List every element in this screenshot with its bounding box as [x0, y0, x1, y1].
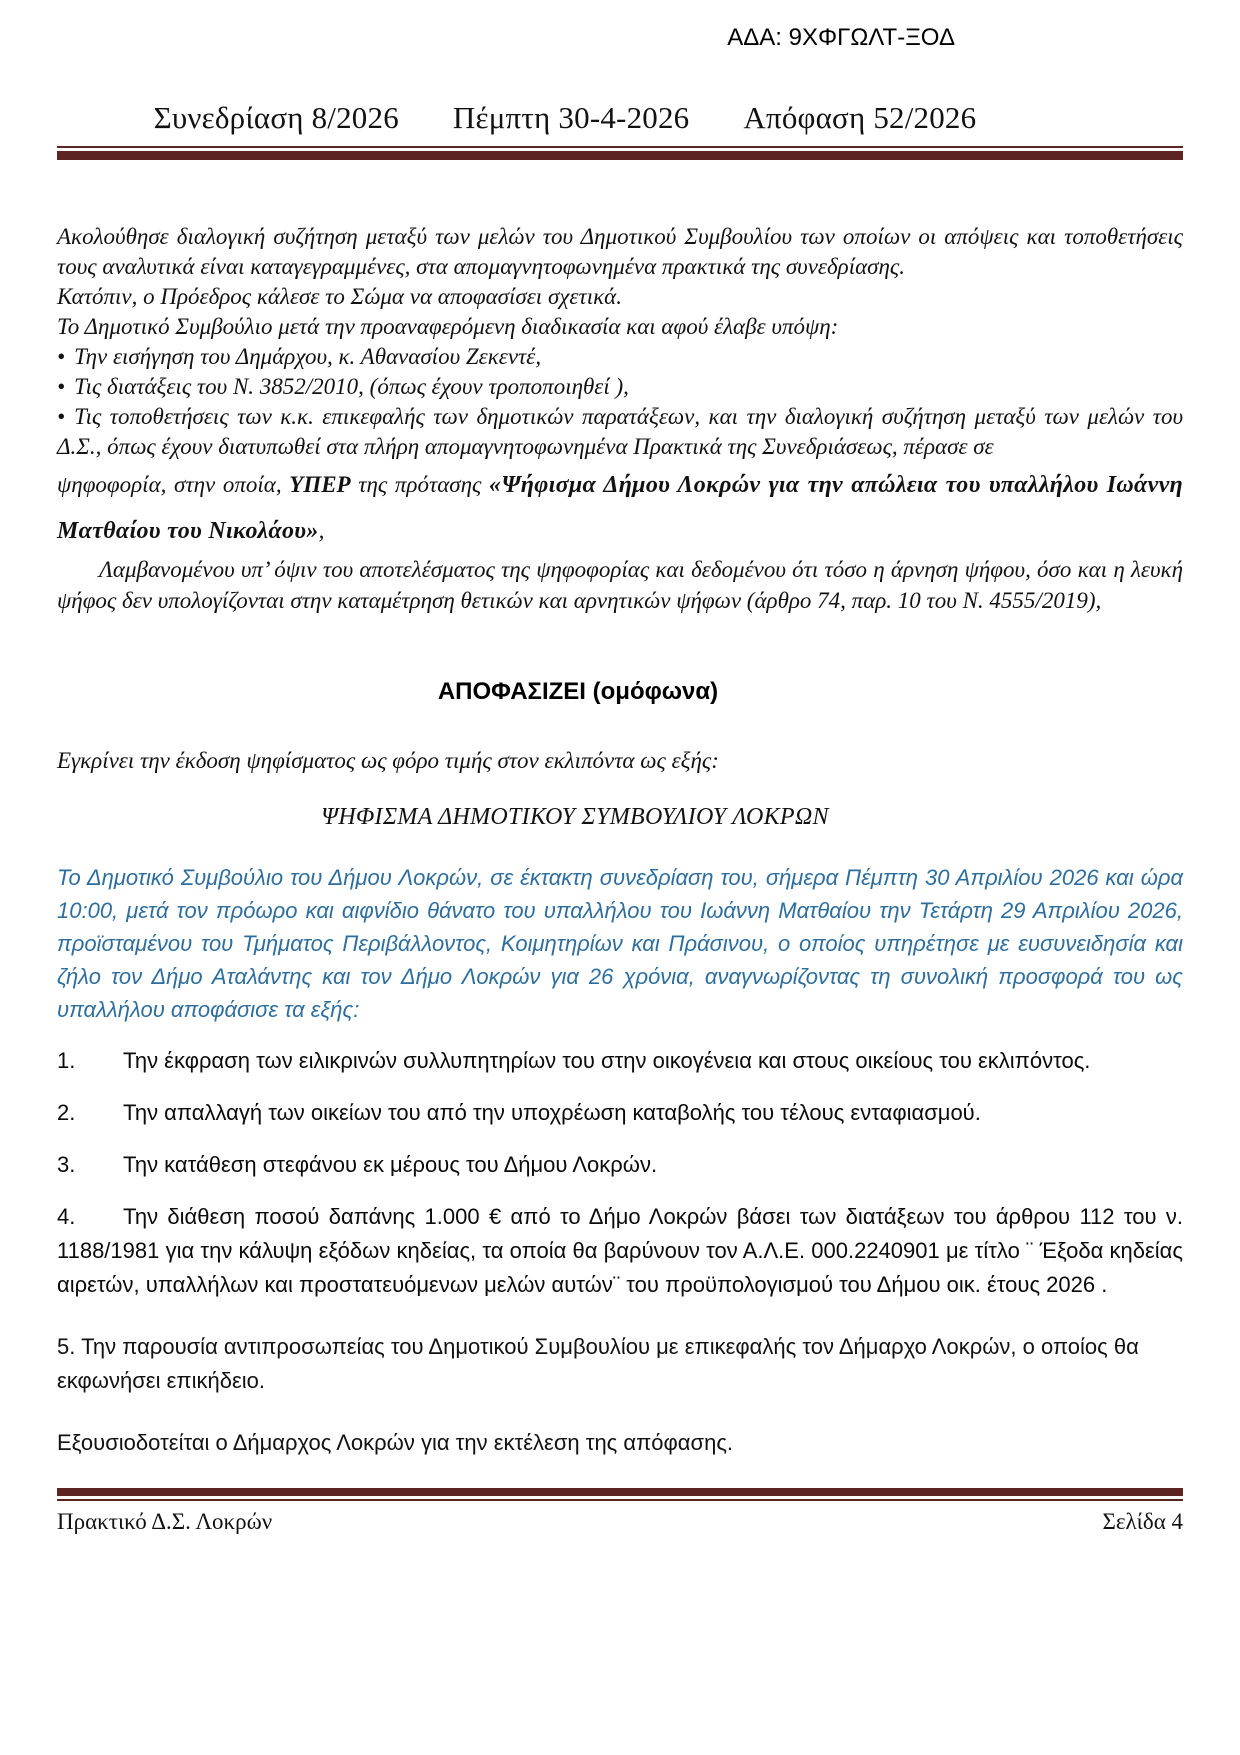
intro-section — [57, 222, 1183, 616]
document-body — [57, 222, 1183, 1460]
item-text: Την έκφραση των ειλικρινών συλλυπητηρίων του στην οικογένεια και στους οικείους του εκλιπόντος. — [123, 1048, 1091, 1073]
intro-paragraph-2: Κατόπιν, ο Πρόεδρος κάλεσε το Σώμα να αποφασίσει σχετικά. — [57, 284, 622, 309]
authorization-paragraph: Εξουσιοδοτείται ο Δήμαρχος Λοκρών για την εκτέλεση της απόφασης. — [57, 1430, 734, 1455]
resolution-item-3 — [57, 1148, 1183, 1182]
vote-lead: ψηφοφορία, στην οποία, — [57, 472, 290, 497]
resolution-item-4 — [57, 1200, 1183, 1302]
bullet-text: Την εισήγηση του Δημάρχου, κ. Αθανασίου Ζεκεντέ, — [74, 344, 542, 369]
footer-rule — [57, 1488, 1183, 1501]
resolution-item-2 — [57, 1096, 1183, 1130]
decision-label: Απόφαση 52/2026 — [743, 100, 977, 135]
item-number: 1. — [57, 1048, 76, 1073]
page-footer — [57, 1488, 1183, 1535]
vote-result-paragraph — [57, 462, 1183, 554]
bullet-text: Τις τοποθετήσεις των κ.κ. επικεφαλής των δημοτικών παρατάξεων, και την διαλογική συζήτηση μεταξύ των μελών του Δ.Σ., όπως έχουν διατυπωθεί στα πλήρη απομαγνητοφωνημένα Πρακτικά της Συνεδριάσεως, πέρασε σε — [57, 404, 1183, 459]
bullet-marker: • — [57, 344, 66, 369]
bullet-text: Τις διατάξεις του Ν. 3852/2010, (όπως έχουν τροποποιηθεί ), — [74, 374, 629, 399]
vote-emphasis: ΥΠΕΡ — [289, 472, 351, 497]
item-number: 2. — [57, 1100, 76, 1125]
item-number: 4. — [57, 1204, 76, 1229]
document-title — [0, 100, 1240, 136]
resolution-title: ΨΗΦΙΣΜΑ ΔΗΜΟΤΙΚΟΥ ΣΥΜΒΟΥΛΙΟΥ ΛΟΚΡΩΝ — [321, 804, 829, 830]
bullet-marker: • — [57, 404, 66, 429]
page-number: Σελίδα 4 — [1102, 1509, 1183, 1534]
footer-row — [57, 1509, 1183, 1535]
resolution-item-1 — [57, 1044, 1183, 1078]
header-rule-thin — [57, 146, 1183, 148]
intro-paragraph-4: Λαμβανομένου υπ’ όψιν του αποτελέσματος της ψηφοφορίας και δεδομένου ότι τόσο η άρνηση ψήφου, όσο και η λευκή ψήφος δεν υπολογίζονται στην καταμέτρηση θετικών και αρνητικών ψήφων (άρθρο 74, παρ. 10 του Ν. 4555/2019), — [57, 557, 1183, 613]
item-text: Την απαλλαγή των οικείων του από την υποχρέωση καταβολής του τέλους ενταφιασμού. — [123, 1100, 981, 1125]
vote-quote: «Ψήφισμα Δήμου Λοκρών για την απώλεια του υπαλλήλου Ιωάννη Ματθαίου του Νικολάου» — [57, 472, 1183, 544]
vote-mid: της πρότασης — [350, 472, 490, 497]
date-label: Πέμπτη 30-4-2026 — [452, 100, 690, 135]
item-text: Την διάθεση ποσού δαπάνης 1.000 € από το Δήμο Λοκρών βάσει των διατάξεων του άρθρου 112 του ν. 1188/1981 για την κάλυψη εξόδων κηδείας, τα οποία θα βαρύνουν τον Α.Λ.Ε. 000.2240901 με τίτλο ¨ Έξοδα κηδείας αιρετών, υπαλλήλων και προστατευόμενων μελών αυτών¨ του προϋπολογισμού του Δήμου οικ. έτους 2026 . — [57, 1204, 1183, 1297]
bullet-item-1 — [57, 342, 1183, 372]
footer-rule-thick — [57, 1488, 1183, 1496]
header-rule — [57, 146, 1183, 160]
session-label: Συνεδρίαση 8/2026 — [153, 100, 399, 135]
header-rule-thick — [57, 151, 1183, 160]
decision-heading: ΑΠΟΦΑΣΙΖΕΙ (ομόφωνα) — [437, 678, 719, 705]
approve-line: Εγκρίνει την έκδοση ψηφίσματος ως φόρο τιμής στον εκλιπόντα ως εξής: — [57, 748, 719, 773]
resolution-item-5: 5. Την παρουσία αντιπροσωπείας του Δημοτικού Συμβουλίου με επικεφαλής τον Δήμαρχο Λοκρών, ο οποίος θα εκφωνήσει επικήδειο. — [57, 1334, 1139, 1393]
bullet-item-2 — [57, 372, 1183, 402]
intro-paragraph-3: Το Δημοτικό Συμβούλιο μετά την προαναφερόμενη διαδικασία και αφού έλαβε υπόψη: — [57, 314, 839, 339]
ada-code: ΑΔΑ: 9ΧΦΓΩΛΤ-ΞΟΔ — [727, 24, 955, 51]
item-text: Την κατάθεση στεφάνου εκ μέρους του Δήμου Λοκρών. — [123, 1152, 658, 1177]
resolution-items — [57, 1044, 1183, 1302]
vote-tail: , — [318, 518, 325, 543]
footer-left-text: Πρακτικό Δ.Σ. Λοκρών — [57, 1509, 273, 1534]
footer-rule-thin — [57, 1499, 1183, 1501]
resolution-preamble: Το Δημοτικό Συμβούλιο του Δήμου Λοκρών, σε έκτακτη συνεδρίαση του, σήμερα Πέμπτη 30 Απριλίου 2026 και ώρα 10:00, μετά τον πρόωρο και αιφνίδιο θάνατο του υπαλλήλου του Ιωάννη Ματθαίου την Τετάρτη 29 Απριλίου 2026, προϊσταμένου του Τμήματος Περιβάλλοντος, Κοιμητηρίων και Πράσινου, ο οποίος υπηρέτησε με ευσυνειδησία και ζήλο τον Δήμο Αταλάντης και τον Δήμο Λοκρών για 26 χρόνια, αναγνωρίζοντας τη συνολική προσφορά του ως υπαλλήλου αποφάσισε τα εξής: — [57, 865, 1183, 1022]
item-number: 3. — [57, 1152, 76, 1177]
intro-paragraph-1: Ακολούθησε διαλογική συζήτηση μεταξύ των μελών του Δημοτικού Συμβουλίου των οποίων οι απόψεις και τοποθετήσεις τους αναλυτικά είναι καταγεγραμμένες, στα απομαγνητοφωνημένα πρακτικά της συνεδρίασης. — [57, 224, 1183, 279]
bullet-item-3 — [57, 402, 1183, 462]
bullet-marker: • — [57, 374, 66, 399]
